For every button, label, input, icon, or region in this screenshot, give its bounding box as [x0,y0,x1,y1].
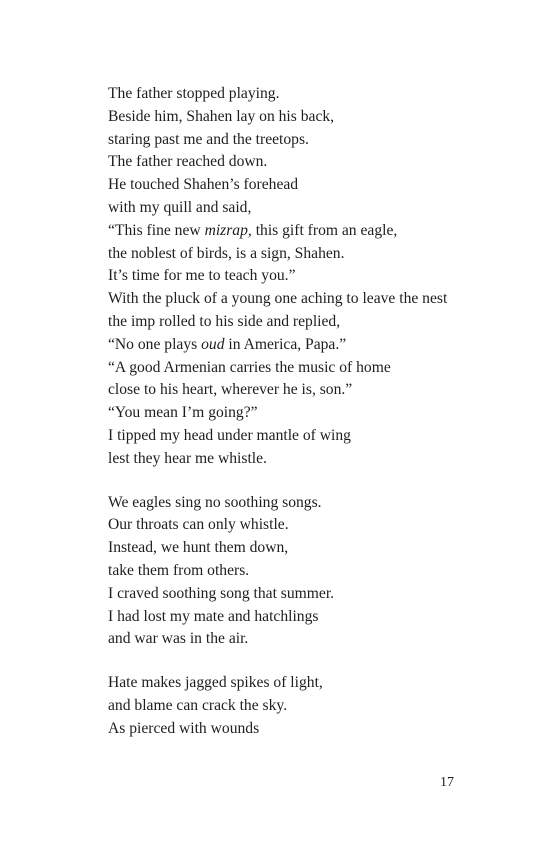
poem-line: He touched Shahen’s forehead [108,176,299,194]
stanza [108,83,528,471]
poem-line: and blame can crack the sky. [108,696,288,714]
poem-line: I craved soothing song that summer. [108,584,335,602]
poem-line: staring past me and the treetops. [108,130,309,148]
poem-line: “A good Armenian carries the music of home [108,358,391,376]
poem-line: “No one plays oud in America, Papa.” [108,335,347,353]
poem-line: As pierced with wounds [108,719,260,737]
poem-line: the imp rolled to his side and replied, [108,312,341,330]
poem-line: With the pluck of a young one aching to leave the nest [108,290,448,308]
poem-line: the noblest of birds, is a sign, Shahen. [108,244,345,262]
poem-line: I had lost my mate and hatchlings [108,607,319,625]
poem-line: Hate makes jagged spikes of light, [108,674,323,692]
poem-line: with my quill and said, [108,198,252,216]
poem-line: Instead, we hunt them down, [108,539,289,557]
poem-line: lest they hear me whistle. [108,449,267,467]
stanza [108,492,528,652]
poem-line: I tipped my head under mantle of wing [108,426,351,444]
poem-line: Our throats can only whistle. [108,516,289,534]
poem-body [108,83,528,762]
poem-line: The father stopped playing. [108,85,280,102]
poem-line: Beside him, Shahen lay on his back, [108,107,335,125]
poem-line: “You mean I’m going?” [108,404,258,422]
poem-line: We eagles sing no soothing songs. [108,493,322,511]
poem-line: “This fine new mizrap, this gift from an eagle, [108,221,398,239]
poem-line: close to his heart, wherever he is, son.” [108,381,353,399]
poem-line: take them from others. [108,561,250,579]
page-number: 17 [440,775,454,790]
poem-line: and war was in the air. [108,630,249,648]
poem-line: It’s time for me to teach you.” [108,267,296,285]
stanza [108,672,528,740]
poem-line: The father reached down. [108,153,268,171]
